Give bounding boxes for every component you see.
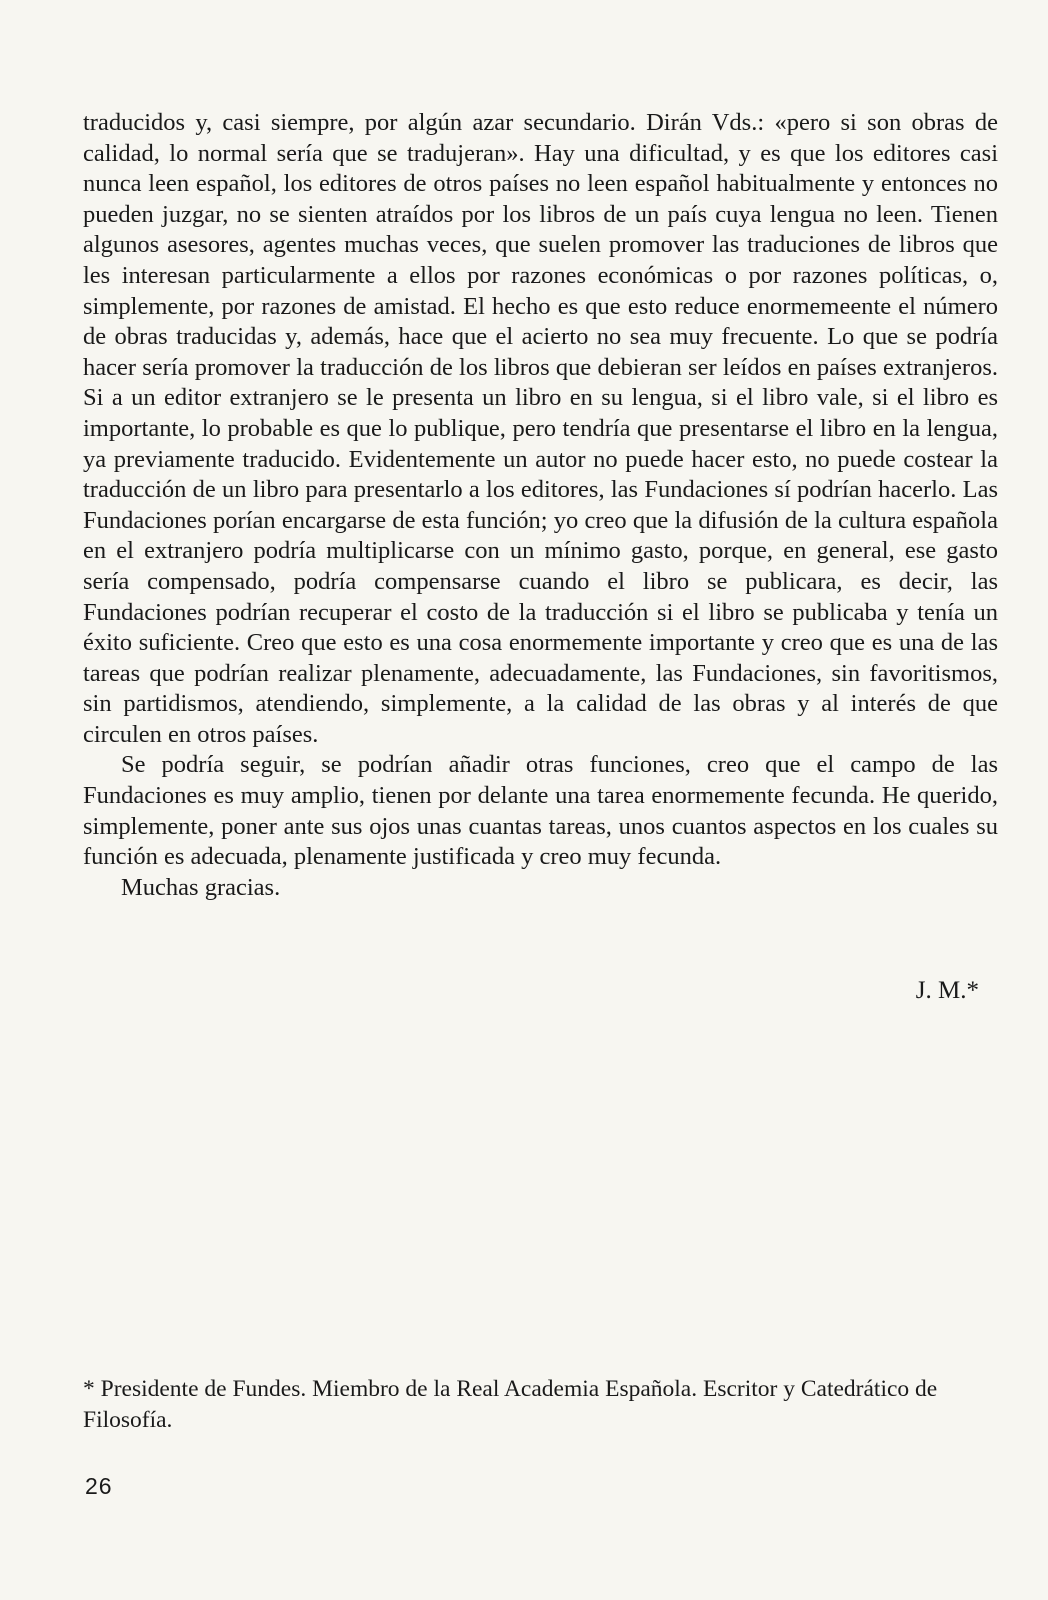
page-number: 26: [85, 1473, 113, 1499]
closing-thanks: Muchas gracias.: [121, 873, 281, 901]
footnote: * Presidente de Fundes. Miembro de la Real Academia Española. Escritor y Catedrático de Filosofía.: [83, 1376, 938, 1433]
paragraph-further-functions: Se podría seguir, se podrían añadir otras funciones, creo que el campo de las Fundaciones es muy amplio, tienen por delante una tarea enormemente fecunda. He querido, simplemente, poner ante sus ojos unas cuantas tareas, unos cuantos aspectos en los cuales su función es adecuada, plenamente justificada y creo muy fecunda.: [83, 751, 998, 871]
paragraph-continuation: traducidos y, casi siempre, por algún azar secundario. Dirán Vds.: «pero si son obras de calidad, lo normal sería que se tradujeran». Hay una dificultad, y es que los editores casi nunca leen español, los editores de otros países no leen español habitualmente y entonces no pueden juzgar, no se sienten atraídos por los libros de un país cuya lengua no leen. Tienen algunos asesores, agentes muchas veces, que suelen promover las traduciones de libros que les interesan particularmente a ellos por razones económicas o por razones políticas, o, simplemente, por razones de amistad. El hecho es que esto reduce enormemeente el número de obras traducidas y, además, hace que el acierto no sea muy frecuente. Lo que se podría hacer sería promover la traducción de los libros que debieran ser leídos en países extranjeros. Si a un editor extranjero se le presenta un libro en su lengua, si el libro vale, si el libro es importante, lo probable es que lo publique, pero tendría que presentarse el libro en la lengua, ya previamente traducido. Evidentemente un autor no puede hacer esto, no puede costear la traducción de un libro para presentarlo a los editores, las Fundaciones sí podrían hacerlo. Las Fundaciones porían encargarse de esta función; yo creo que la difusión de la cultura española en el extranjero podría multiplicarse con un mínimo gasto, porque, en general, ese gasto sería compensado, podría compensarse cuando el libro se publicara, es decir, las Fundaciones podrían recuperar el costo de la traducción si el libro se publicaba y tenía un éxito suficiente. Creo que esto es una cosa enormemente importante y creo que es una de las tareas que podrían realizar plenamente, adecuadamente, las Fundaciones, sin favoritismos, sin partidismos, atendiendo, simplemente, a la calidad de las obras y al interés de que circulen en otros países.: [83, 109, 998, 748]
body-text: [83, 108, 998, 903]
author-signature: J. M.*: [915, 977, 979, 1004]
